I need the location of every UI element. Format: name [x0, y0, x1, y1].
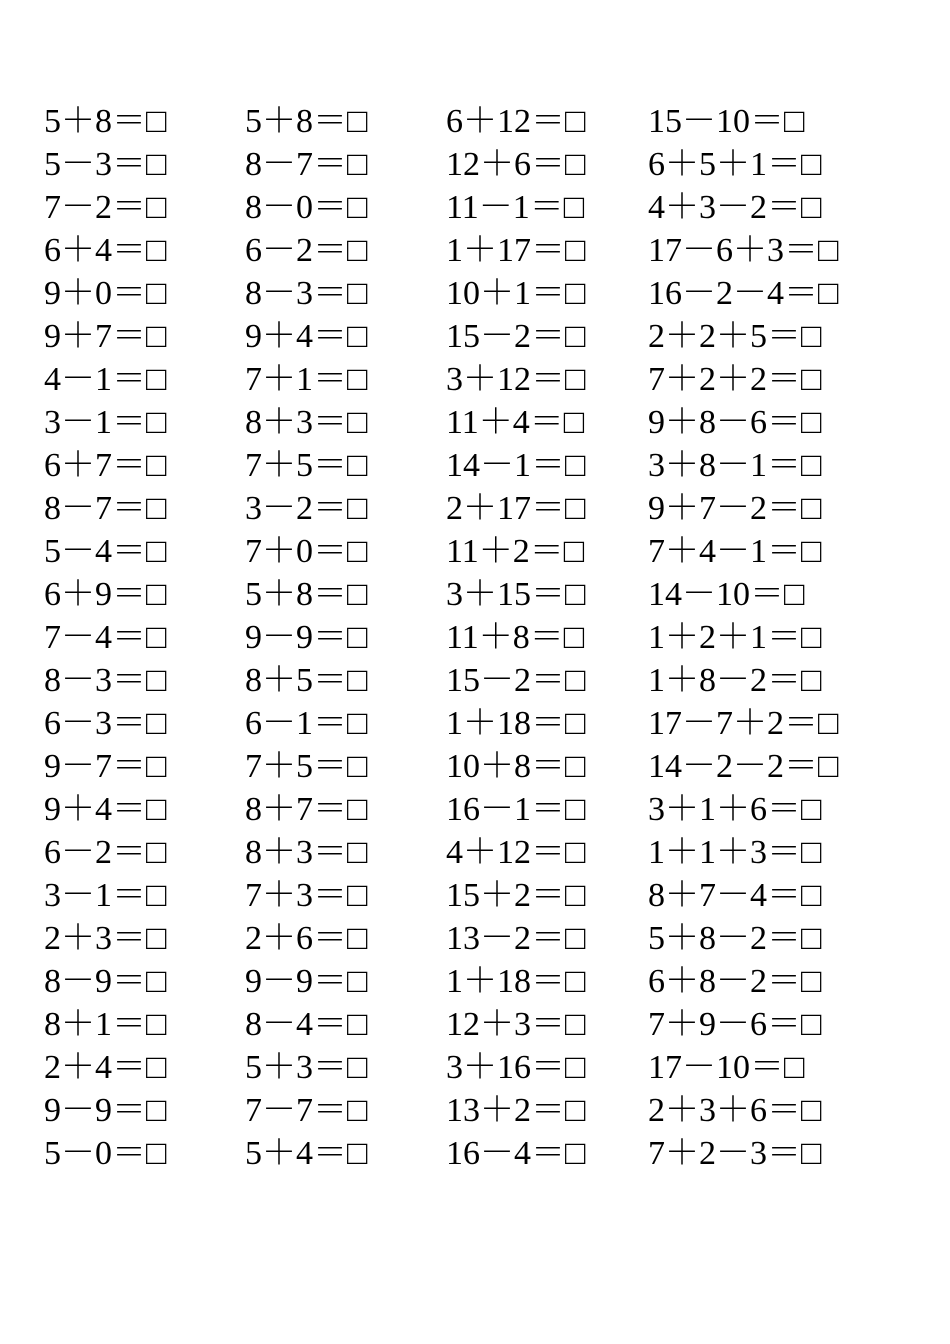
- arithmetic-problem: 3＋12＝□: [446, 361, 586, 398]
- arithmetic-problem: 4－1＝□: [44, 361, 167, 398]
- arithmetic-problem: 16－4＝□: [446, 1135, 586, 1172]
- arithmetic-problem: 16－1＝□: [446, 791, 586, 828]
- arithmetic-problem: 13－2＝□: [446, 920, 586, 957]
- problem-row: [0, 960, 950, 1003]
- problem-row: [0, 530, 950, 573]
- arithmetic-problem: 15－2＝□: [446, 318, 586, 355]
- problem-row: [0, 229, 950, 272]
- arithmetic-problem: 8＋1＝□: [44, 1006, 167, 1043]
- arithmetic-problem: 2＋3＋6＝□: [648, 1092, 822, 1129]
- arithmetic-problem: 6＋5＋1＝□: [648, 146, 822, 183]
- arithmetic-problem: 9－9＝□: [44, 1092, 167, 1129]
- problem-row: [0, 1046, 950, 1089]
- arithmetic-problem: 7＋5＝□: [245, 748, 368, 785]
- arithmetic-problem: 9－9＝□: [245, 619, 368, 656]
- problem-row: [0, 831, 950, 874]
- arithmetic-problem: 16－2－4＝□: [648, 275, 839, 312]
- problem-row: [0, 358, 950, 401]
- arithmetic-problem: 7＋3＝□: [245, 877, 368, 914]
- arithmetic-problem: 3＋1＋6＝□: [648, 791, 822, 828]
- arithmetic-problem: 1＋18＝□: [446, 705, 586, 742]
- problem-row: [0, 487, 950, 530]
- arithmetic-problem: 15－10＝□: [648, 103, 805, 140]
- arithmetic-problem: 7＋0＝□: [245, 533, 368, 570]
- arithmetic-problem: 9＋8－6＝□: [648, 404, 822, 441]
- arithmetic-problem: 13＋2＝□: [446, 1092, 586, 1129]
- problem-row: [0, 616, 950, 659]
- arithmetic-problem: 5＋8＝□: [245, 576, 368, 613]
- arithmetic-problem: 8－3＝□: [44, 662, 167, 699]
- arithmetic-problem: 2＋6＝□: [245, 920, 368, 957]
- arithmetic-problem: 11－1＝□: [446, 189, 585, 226]
- arithmetic-problem: 4＋12＝□: [446, 834, 586, 871]
- arithmetic-problem: 5－3＝□: [44, 146, 167, 183]
- arithmetic-problem: 1＋1＋3＝□: [648, 834, 822, 871]
- problem-row: [0, 1132, 950, 1175]
- arithmetic-problem: 8－7＝□: [245, 146, 368, 183]
- problem-row: [0, 874, 950, 917]
- arithmetic-problem: 4＋3－2＝□: [648, 189, 822, 226]
- arithmetic-problem: 7－7＝□: [245, 1092, 368, 1129]
- arithmetic-problem: 1＋18＝□: [446, 963, 586, 1000]
- arithmetic-problem: 5＋8＝□: [44, 103, 167, 140]
- arithmetic-problem: 3－2＝□: [245, 490, 368, 527]
- problem-row: [0, 702, 950, 745]
- problem-row: [0, 917, 950, 960]
- arithmetic-problem: 5＋8－2＝□: [648, 920, 822, 957]
- arithmetic-problem: 7＋9－6＝□: [648, 1006, 822, 1043]
- arithmetic-problem: 12＋3＝□: [446, 1006, 586, 1043]
- arithmetic-problem: 3－1＝□: [44, 877, 167, 914]
- arithmetic-problem: 5－4＝□: [44, 533, 167, 570]
- arithmetic-problem: 8－7＝□: [44, 490, 167, 527]
- arithmetic-problem: 9＋0＝□: [44, 275, 167, 312]
- arithmetic-problem: 10＋8＝□: [446, 748, 586, 785]
- arithmetic-problem: 7＋2＋2＝□: [648, 361, 822, 398]
- arithmetic-problem: 2＋3＝□: [44, 920, 167, 957]
- arithmetic-problem: 8＋7－4＝□: [648, 877, 822, 914]
- problem-row: [0, 143, 950, 186]
- arithmetic-problem: 11＋8＝□: [446, 619, 585, 656]
- arithmetic-problem: 7＋5＝□: [245, 447, 368, 484]
- arithmetic-problem: 7＋2－3＝□: [648, 1135, 822, 1172]
- problem-row: [0, 272, 950, 315]
- arithmetic-problem: 8＋5＝□: [245, 662, 368, 699]
- arithmetic-problem: 1＋17＝□: [446, 232, 586, 269]
- arithmetic-problem: 3＋8－1＝□: [648, 447, 822, 484]
- problem-row: [0, 1003, 950, 1046]
- problem-row: [0, 1089, 950, 1132]
- problem-row: [0, 745, 950, 788]
- arithmetic-problem: 17－10＝□: [648, 1049, 805, 1086]
- arithmetic-problem: 17－6＋3＝□: [648, 232, 839, 269]
- arithmetic-problem: 14－1＝□: [446, 447, 586, 484]
- arithmetic-problem: 5＋8＝□: [245, 103, 368, 140]
- arithmetic-problem: 2＋4＝□: [44, 1049, 167, 1086]
- arithmetic-problem: 7＋1＝□: [245, 361, 368, 398]
- arithmetic-problem: 5＋4＝□: [245, 1135, 368, 1172]
- arithmetic-problem: 6－2＝□: [245, 232, 368, 269]
- arithmetic-problem: 8－9＝□: [44, 963, 167, 1000]
- arithmetic-problem: 14－10＝□: [648, 576, 805, 613]
- arithmetic-problem: 9＋7＝□: [44, 318, 167, 355]
- problem-row: [0, 315, 950, 358]
- arithmetic-problem: 6＋4＝□: [44, 232, 167, 269]
- arithmetic-problem: 7－2＝□: [44, 189, 167, 226]
- arithmetic-problem: 2＋2＋5＝□: [648, 318, 822, 355]
- arithmetic-problem: 6＋9＝□: [44, 576, 167, 613]
- arithmetic-problem: 9－7＝□: [44, 748, 167, 785]
- arithmetic-problem: 9＋4＝□: [44, 791, 167, 828]
- arithmetic-problem: 10＋1＝□: [446, 275, 586, 312]
- arithmetic-problem: 6＋7＝□: [44, 447, 167, 484]
- problem-row: [0, 100, 950, 143]
- arithmetic-problem: 17－7＋2＝□: [648, 705, 839, 742]
- arithmetic-problem: 8＋7＝□: [245, 791, 368, 828]
- arithmetic-problem: 3＋15＝□: [446, 576, 586, 613]
- arithmetic-problem: 12＋6＝□: [446, 146, 586, 183]
- arithmetic-problem: 6＋12＝□: [446, 103, 586, 140]
- arithmetic-problem: 2＋17＝□: [446, 490, 586, 527]
- arithmetic-problem: 8－3＝□: [245, 275, 368, 312]
- arithmetic-problem: 1＋2＋1＝□: [648, 619, 822, 656]
- arithmetic-problem: 8＋3＝□: [245, 834, 368, 871]
- arithmetic-problem: 9＋7－2＝□: [648, 490, 822, 527]
- arithmetic-problem: 9＋4＝□: [245, 318, 368, 355]
- arithmetic-problem: 14－2－2＝□: [648, 748, 839, 785]
- arithmetic-problem: 11＋2＝□: [446, 533, 585, 570]
- problem-row: [0, 788, 950, 831]
- arithmetic-problem: 7＋4－1＝□: [648, 533, 822, 570]
- arithmetic-problem: 8－4＝□: [245, 1006, 368, 1043]
- problem-row: [0, 573, 950, 616]
- problem-row: [0, 401, 950, 444]
- arithmetic-problem: 6－2＝□: [44, 834, 167, 871]
- arithmetic-problem: 8＋3＝□: [245, 404, 368, 441]
- arithmetic-problem: 5－0＝□: [44, 1135, 167, 1172]
- problem-row: [0, 659, 950, 702]
- problem-row: [0, 186, 950, 229]
- arithmetic-problem: 1＋8－2＝□: [648, 662, 822, 699]
- arithmetic-problem: 3－1＝□: [44, 404, 167, 441]
- math-worksheet: [0, 100, 950, 1175]
- arithmetic-problem: 5＋3＝□: [245, 1049, 368, 1086]
- arithmetic-problem: 11＋4＝□: [446, 404, 585, 441]
- arithmetic-problem: 15＋2＝□: [446, 877, 586, 914]
- arithmetic-problem: 15－2＝□: [446, 662, 586, 699]
- arithmetic-problem: 9－9＝□: [245, 963, 368, 1000]
- arithmetic-problem: 3＋16＝□: [446, 1049, 586, 1086]
- problem-row: [0, 444, 950, 487]
- arithmetic-problem: 7－4＝□: [44, 619, 167, 656]
- arithmetic-problem: 6－1＝□: [245, 705, 368, 742]
- arithmetic-problem: 8－0＝□: [245, 189, 368, 226]
- arithmetic-problem: 6＋8－2＝□: [648, 963, 822, 1000]
- arithmetic-problem: 6－3＝□: [44, 705, 167, 742]
